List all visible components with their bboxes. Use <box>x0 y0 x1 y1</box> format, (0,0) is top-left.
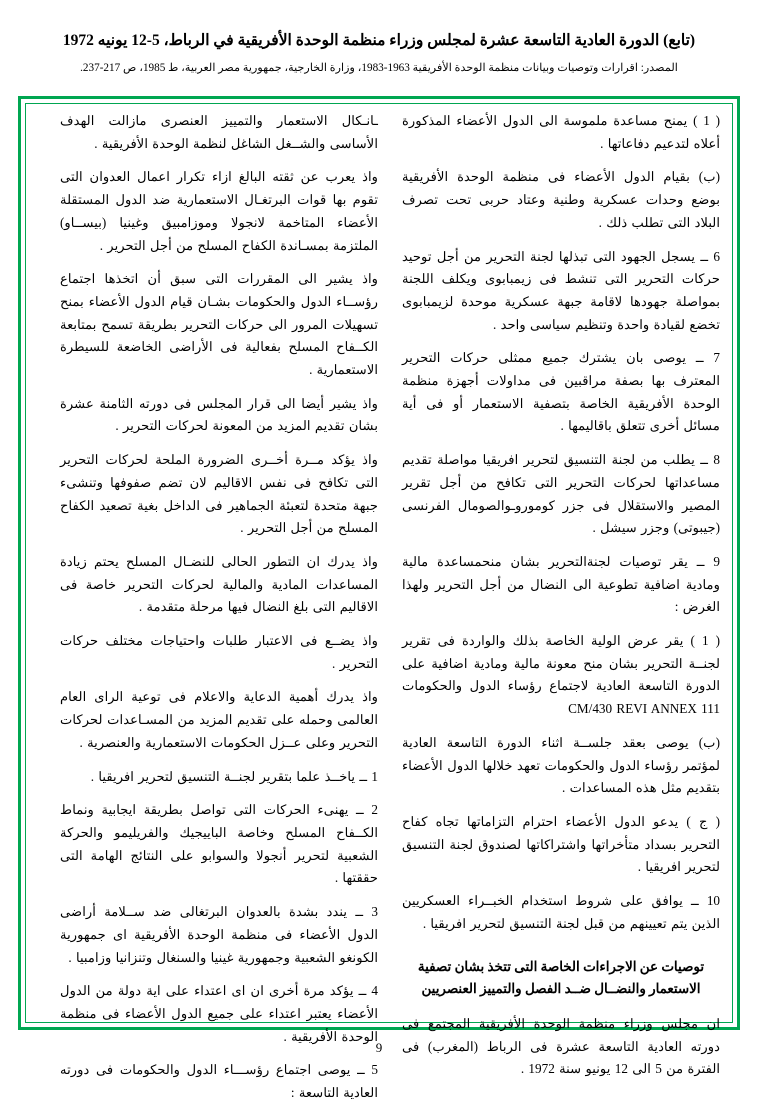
paragraph: 9 ــ يقر توصيات لجنةالتحرير بشان منحمساعدة مالية ومادية اضافية تطوعية الى النضال من أجل التحرير ولهذا الغرض : <box>402 553 720 615</box>
source-line: المصدر: اقرارات وتوصيات وبيانات منظمة الوحدة الأفريقية 1963-1983، وزارة الخارجية، جمهورية مصر العربية، ط 1985، ص 217-237. <box>80 61 678 74</box>
document-header <box>0 30 758 76</box>
paragraph: 1 ــ ياخــذ علما بتقرير لجنــة التنسيق لتحرير افريقيا . <box>90 768 378 784</box>
paragraph: واذ يدرك أهمية الدعاية والاعلام فى توعية الراى العام العالمى وحمله على تقديم المزيد من المسـاعدات لحركات التحرير وعلى عــزل الحكومات الاستعمارية والعنصرية . <box>60 689 378 750</box>
paragraph: ( 1 ) يمنح مساعدة ملموسة الى الدول الأعضاء المذكورة أعلاه لتدعيم دفاعاتها . <box>402 113 720 151</box>
paragraph: واذ يشير أيضا الى قرار المجلس فى دورته الثامنة عشرة بشان تقديم المزيد من المعونة لحركات التحرير . <box>60 395 378 434</box>
paragraph: ان مجلس وزراء منظمة الوحدة الأفريقية المجتمع فى دورته العادية التاسعة عشرة فى الرباط (المغرب) فى الفترة من 5 الى 12 يونيو سنة 1972 . <box>402 1016 720 1077</box>
paragraph: واذ يضــع فى الاعتبار طلبات واحتياجات مختلف حركات التحرير . <box>60 633 378 671</box>
paragraph: 7 ــ يوصى بان يشترك جميع ممثلى حركات التحرير المعترف بها بصفة مراقبين فى مداولات أجهزة منظمة الوحدة الأفريقية الخاصة بتصفية الاستعمار أو فى أية مسائل أخرى تتعلق باقاليمها . <box>402 350 720 434</box>
paragraph: 2 ــ يهنىء الحركات التى تواصل بطريقة ايجابية ونماط الكــفاح المسلح وخاصة الباييجيك والفريليمو والحركة الشعبية لتحرير أنجولا والسوابو على النتائج الهامة التى حققتها . <box>60 802 378 886</box>
page-title: (تابع) الدورة العادية التاسعة عشرة لمجلس وزراء منظمة الوحدة الأفريقية في الرباط، 5-12 يونيه 1972 <box>62 32 696 49</box>
paragraph: واذ يدرك ان التطور الحالى للنضـال المسلح يحتم زيادة المساعدات المادية والمالية لحركات التحرير خاصة فى الاقاليم التى بلغ النضال فيها مرحلة متقدمة . <box>60 553 378 615</box>
paragraph: ( ج ) يدعو الدول الأعضاء احترام التزاماتها تجاه كفاح التحرير بسداد متأخراتها واشتراكاتها لصندوق لجنة التنسيق لتحرير افريقيا . <box>402 813 720 875</box>
two-column-body <box>34 110 724 1101</box>
section-subheading: توصيات عن الاجراءات الخاصة التى تتخذ بشان تصفية الاستعمار والنضــال ضــد الفصل والتمييز العنصريين <box>417 958 705 997</box>
paragraph: (ب) يوصى بعقد جلســة اثناء الدورة التاسعة العادية لمؤتمر رؤساء الدول والحكومات تعهد خلالها الدول الأعضاء بتقديم مثل هذه المساعدات . <box>402 734 720 796</box>
paragraph: (ب) بقيام الدول الأعضاء فى منظمة الوحدة الأفريقية بوضع وحدات عسكرية وطنية وعتاد حربى تحت تصرف البلاد التى تطلب ذلك . <box>402 169 720 230</box>
page-number: 9 <box>375 1040 383 1055</box>
paragraph: ـانـكال الاستعمار والتمييز العنصرى مازالت الهدف الأساسى والشــغل الشاغل لنظمة الوحدة الأفريقية . <box>60 113 378 151</box>
paragraph: واذ يشير الى المقررات التى سبق أن اتخذها اجتماع رؤســاء الدول والحكومات بشـان قيام الدول الأعضاء بمنح تسهيلات المرور الى حركات التحرير بطريقة تسمح بمتابعة الكــفاح المسلح بفعالية فى الأراضى الخاضعة للسيطرة الاستعمارية . <box>60 271 378 378</box>
paragraph: واذ يعرب عن ثقته البالغ ازاء تكرار اعمال العدوان التى تقوم بها قوات البرتغـال الاستعمارية ضد الدول المستقلة الأعضاء المتاخمة لانجولا وموزامبيق وغينيا (بيســاو) الملتزمة بمسـاندة الكفاح المسلح من أجل التحرير . <box>60 169 378 253</box>
paragraph: 4 ــ يؤكد مرة أخرى ان اى اعتداء على اية دولة من الدول الأعضاء يعتبر اعتداء على جميع الدول الأعضاء فى منظمة الوحدة الأفريقية . <box>60 983 378 1044</box>
column-right <box>390 110 724 1077</box>
paragraph: 10 ــ يوافق على شروط استخدام الخبــراء العسكريين الذين يتم تعيينهم من قبل لجنة التنسيق لتحرير افريقيا . <box>402 893 720 931</box>
paragraph: 3 ــ يندد بشدة بالعدوان البرتغالى ضد ســلامة أراضى الدول الأعضاء فى منظمة الوحدة الأفريقية اى جمهورية الكونغو الشعبية وجمهورية غينيا والسنغال وتنزانيا وزامبيا . <box>60 904 378 965</box>
column-left <box>56 110 390 1101</box>
paragraph: 8 ــ يطلب من لجنة التنسيق لتحرير افريقيا مواصلة تقديم مساعداتها لحركات التحرير التى تكافح من أجل تقرير المصير والاستقلال فى جزر كوموروـوالصومال الفرنسى (جيبوتى) وجزر سيشل . <box>402 452 720 536</box>
paragraph: واذ يؤكد مــرة أخــرى الضرورة الملحة لحركات التحرير التى تكافح فى نفس الاقاليم لان تضم صفوفها وتنشىء جبهة متحدة لتعبئة الجماهير فى الداخل بغية تصعيد الكفاح المسلح من أجل التحرير . <box>60 452 378 536</box>
paragraph: ( 1 ) يقر عرض الولية الخاصة بذلك والواردة فى تقرير لجنــة التحرير بشان منح معونة مالية ومادية اضافية على الدورة التاسعة العادية لاجتماع رؤساء الدول والحكومات CM/430 REVI ANNEX 111 <box>402 633 720 717</box>
paragraph: 5 ــ يوصى اجتماع رؤســـاء الدول والحكومات فى دورته العادية التاسعة : <box>60 1062 378 1101</box>
paragraph: 6 ــ يسجل الجهود التى تبذلها لجنة التحرير من أجل توحيد حركات التحرير التى تنشط فى زيمبابوى ويكلف اللجنة بمواصلة جهودها لاقامة جبهة عسكرية موحدة لزيمبابوى تخضع لقيادة واحدة وتنظيم سياسى واحد . <box>402 248 720 332</box>
